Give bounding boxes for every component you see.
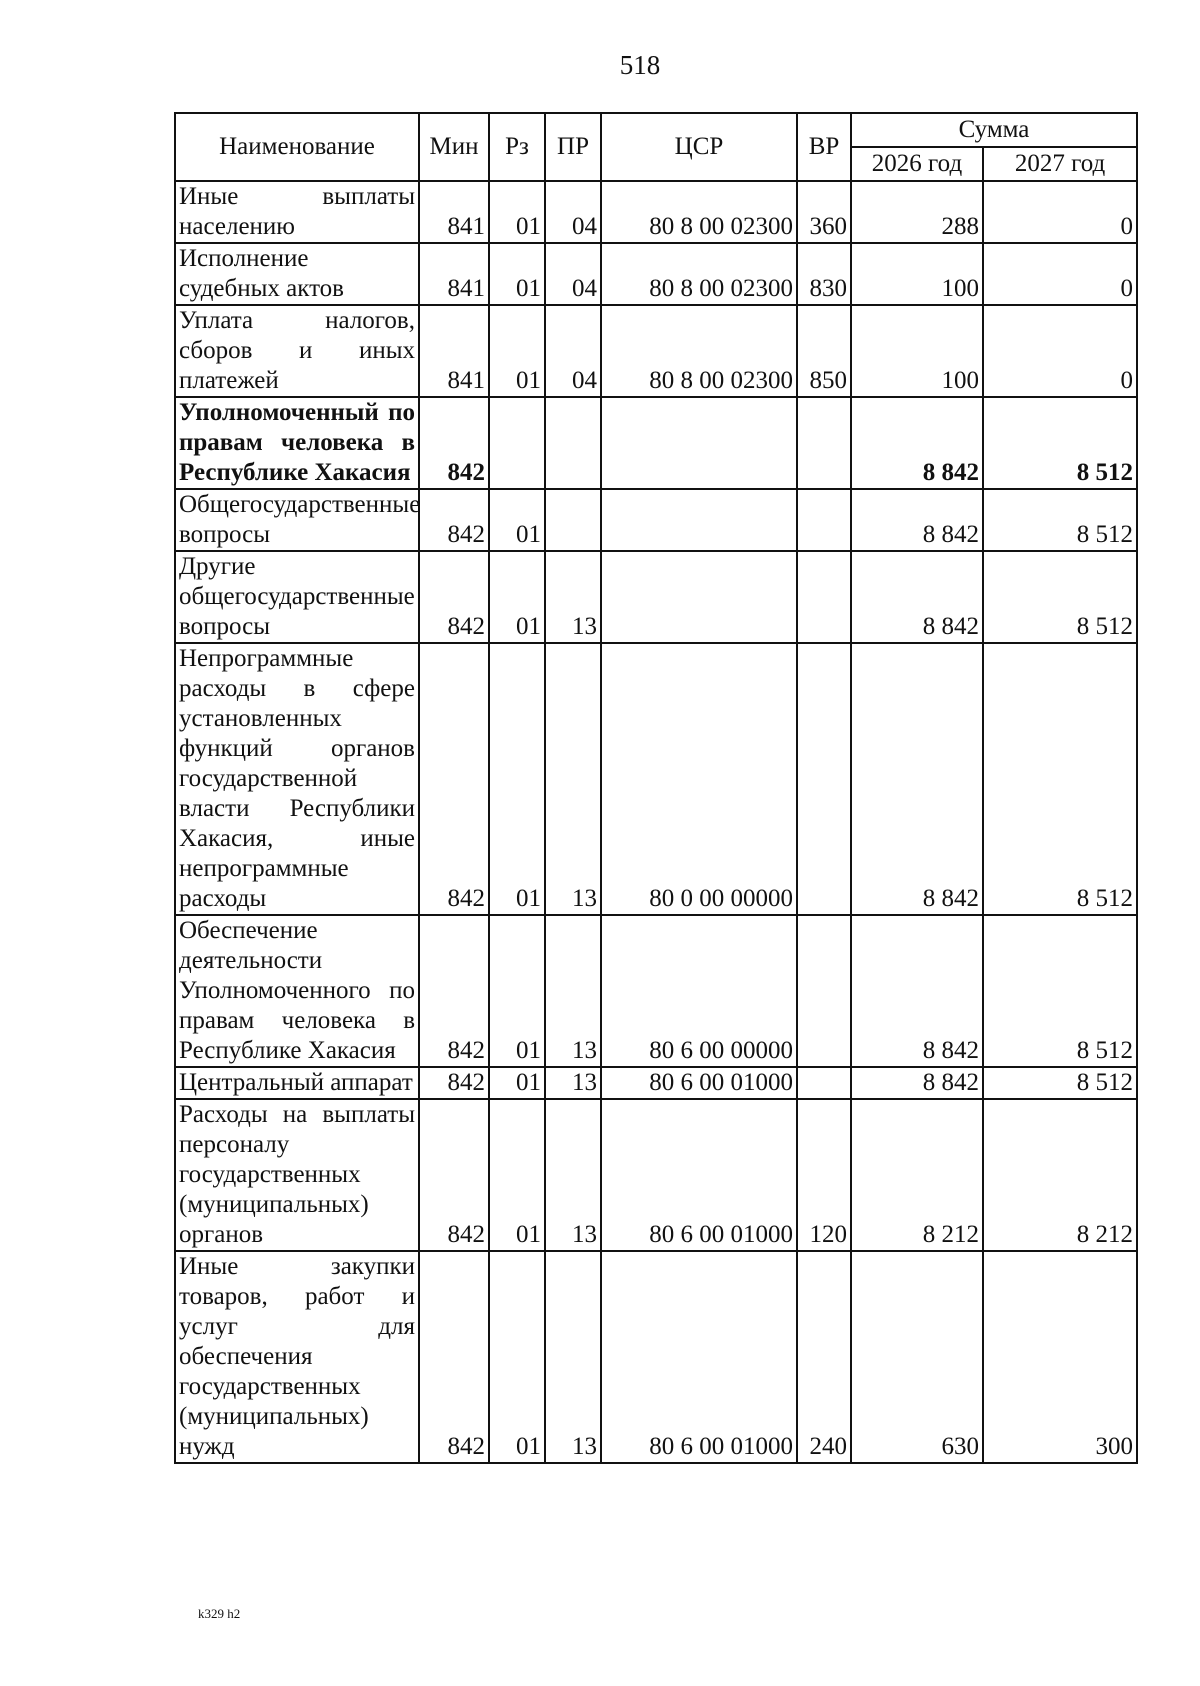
header-year-2027: 2027 год: [983, 147, 1137, 181]
cell-pr: 04: [545, 181, 601, 243]
footer-code: k329 h2: [198, 1606, 241, 1621]
cell-sum-2026: 8 842: [851, 1067, 983, 1099]
cell-rz: 01: [489, 181, 545, 243]
cell-min: 842: [419, 1099, 489, 1251]
cell-sum-2026: 8 842: [851, 915, 983, 1067]
cell-csr: 80 0 00 00000: [601, 643, 797, 915]
cell-rz: 01: [489, 551, 545, 643]
cell-name: Иные выплаты населению: [175, 181, 419, 243]
table-row: [175, 1099, 1137, 1251]
page-number: 518: [619, 50, 661, 80]
cell-csr: [601, 489, 797, 551]
cell-name: Общегосударственные вопросы: [175, 489, 419, 551]
cell-pr: 13: [545, 1251, 601, 1463]
cell-min: 842: [419, 1251, 489, 1463]
cell-sum-2026: 8 212: [851, 1099, 983, 1251]
cell-sum-2026: 8 842: [851, 643, 983, 915]
cell-rz: 01: [489, 305, 545, 397]
cell-csr: 80 6 00 01000: [601, 1067, 797, 1099]
cell-sum-2027: 8 512: [983, 397, 1137, 489]
cell-vr: [797, 915, 851, 1067]
cell-pr: [545, 489, 601, 551]
cell-csr: 80 8 00 02300: [601, 181, 797, 243]
cell-name: Обеспечение деятельности Уполномоченного по правам человека в Республике Хакасия: [175, 915, 419, 1067]
cell-sum-2027: 8 512: [983, 1067, 1137, 1099]
budget-table: [174, 112, 1138, 1464]
cell-pr: 13: [545, 643, 601, 915]
cell-min: 842: [419, 489, 489, 551]
cell-sum-2027: 8 212: [983, 1099, 1137, 1251]
header-sum: Сумма: [851, 113, 1137, 147]
cell-csr: 80 8 00 02300: [601, 305, 797, 397]
cell-sum-2026: 8 842: [851, 397, 983, 489]
cell-sum-2027: 0: [983, 305, 1137, 397]
cell-sum-2027: 8 512: [983, 551, 1137, 643]
cell-sum-2026: 100: [851, 305, 983, 397]
header-vr: ВР: [797, 113, 851, 181]
cell-csr: 80 6 00 01000: [601, 1099, 797, 1251]
cell-min: 842: [419, 1067, 489, 1099]
table-row: [175, 551, 1137, 643]
cell-sum-2026: 630: [851, 1251, 983, 1463]
cell-min: 842: [419, 643, 489, 915]
cell-name: Расходы на выплаты персоналу государственных (муниципальных) органов: [175, 1099, 419, 1251]
cell-vr: 240: [797, 1251, 851, 1463]
table-row: [175, 1251, 1137, 1463]
cell-name: Уплата налогов, сборов и иных платежей: [175, 305, 419, 397]
cell-min: 842: [419, 551, 489, 643]
cell-csr: [601, 551, 797, 643]
table-row: [175, 489, 1137, 551]
cell-sum-2026: 8 842: [851, 489, 983, 551]
header-csr: ЦСР: [601, 113, 797, 181]
cell-sum-2027: 300: [983, 1251, 1137, 1463]
cell-rz: 01: [489, 643, 545, 915]
table-row: [175, 305, 1137, 397]
cell-vr: 830: [797, 243, 851, 305]
cell-vr: 360: [797, 181, 851, 243]
header-min: Мин: [419, 113, 489, 181]
cell-vr: [797, 643, 851, 915]
cell-vr: [797, 489, 851, 551]
cell-rz: 01: [489, 1251, 545, 1463]
header-pr: ПР: [545, 113, 601, 181]
cell-sum-2026: 100: [851, 243, 983, 305]
cell-rz: 01: [489, 1067, 545, 1099]
cell-sum-2027: 8 512: [983, 489, 1137, 551]
cell-pr: 04: [545, 305, 601, 397]
cell-csr: [601, 397, 797, 489]
cell-sum-2027: 8 512: [983, 915, 1137, 1067]
table-row: [175, 643, 1137, 915]
table-row: [175, 243, 1137, 305]
cell-name: Центральный аппарат: [175, 1067, 419, 1099]
cell-name: Исполнение судебных актов: [175, 243, 419, 305]
cell-sum-2026: 288: [851, 181, 983, 243]
header-name: Наименование: [175, 113, 419, 181]
cell-rz: 01: [489, 489, 545, 551]
table-body: [175, 181, 1137, 1463]
cell-sum-2027: 0: [983, 243, 1137, 305]
header-year-2026: 2026 год: [851, 147, 983, 181]
cell-vr: 120: [797, 1099, 851, 1251]
cell-vr: [797, 551, 851, 643]
cell-min: 841: [419, 243, 489, 305]
cell-rz: 01: [489, 1099, 545, 1251]
cell-min: 841: [419, 181, 489, 243]
cell-vr: [797, 397, 851, 489]
cell-name: Другие общегосударственные вопросы: [175, 551, 419, 643]
table-row: [175, 915, 1137, 1067]
cell-min: 842: [419, 915, 489, 1067]
cell-pr: 13: [545, 551, 601, 643]
cell-sum-2027: 8 512: [983, 643, 1137, 915]
cell-csr: 80 8 00 02300: [601, 243, 797, 305]
cell-pr: 13: [545, 1099, 601, 1251]
cell-pr: 13: [545, 915, 601, 1067]
cell-rz: 01: [489, 915, 545, 1067]
cell-pr: 13: [545, 1067, 601, 1099]
cell-pr: 04: [545, 243, 601, 305]
cell-min: 842: [419, 397, 489, 489]
cell-rz: [489, 397, 545, 489]
cell-vr: [797, 1067, 851, 1099]
header-rz: Рз: [489, 113, 545, 181]
table-row: [175, 181, 1137, 243]
cell-pr: [545, 397, 601, 489]
cell-csr: 80 6 00 00000: [601, 915, 797, 1067]
cell-name: Уполномоченный по правам человека в Республике Хакасия: [175, 397, 419, 489]
table-row: [175, 1067, 1137, 1099]
table-row: [175, 397, 1137, 489]
cell-rz: 01: [489, 243, 545, 305]
cell-vr: 850: [797, 305, 851, 397]
cell-name: Непрограммные расходы в сфере установленных функций органов государственной власти Республики Хакасия, иные непрограммные расходы: [175, 643, 419, 915]
cell-sum-2026: 8 842: [851, 551, 983, 643]
cell-csr: 80 6 00 01000: [601, 1251, 797, 1463]
cell-name: Иные закупки товаров, работ и услуг для обеспечения государственных (муниципальных) нужд: [175, 1251, 419, 1463]
cell-min: 841: [419, 305, 489, 397]
cell-sum-2027: 0: [983, 181, 1137, 243]
